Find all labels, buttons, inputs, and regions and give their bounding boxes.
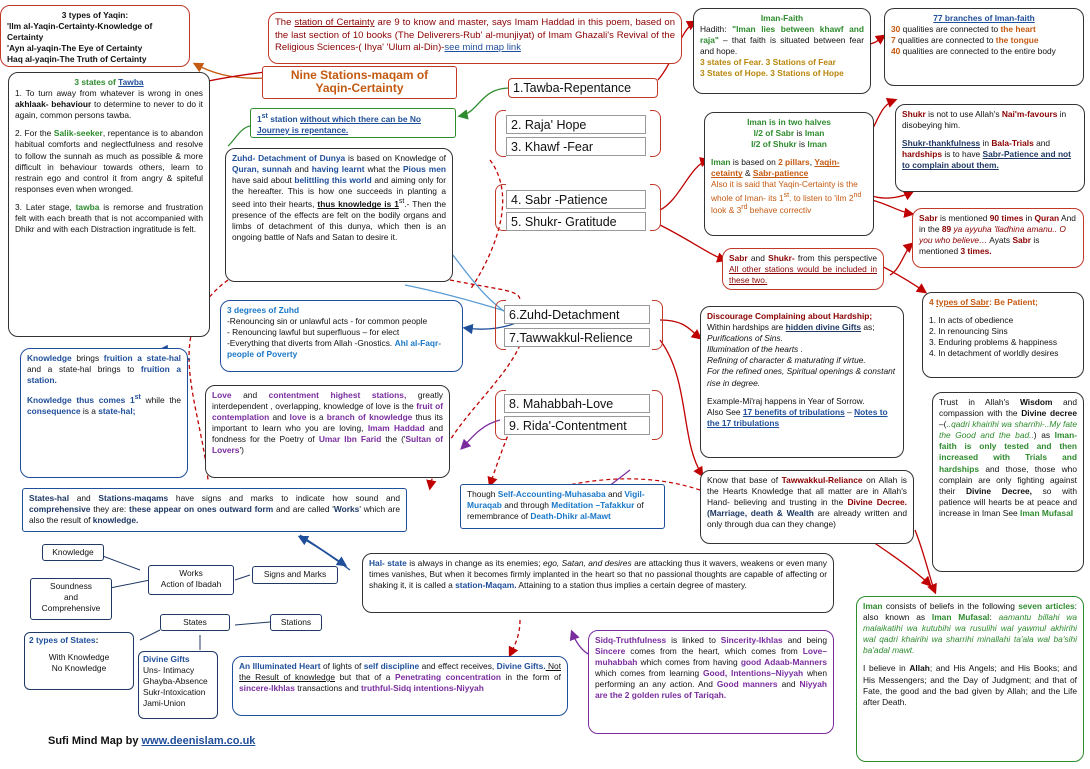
brace-left-4-5 [495,184,506,231]
intro-station-link[interactable]: station of Certainty [294,17,375,28]
sabr-type-2: 2. In renouncing Sins [929,326,1008,337]
yaqin-2-term: 'Ayn al-yaqin [7,43,59,54]
sidq-box: Sidq-Truthfulness is linked to Sincerity-Ikhlas and being Sincere comes from the heart, which comes from Love–muhabbah which comes from having good Adaab-Manners which comes from learning Good, Intentions–Niyyah when performing an any action. And Good manners and Niyyah are the 2 golden rules of Tariqah. [588,630,834,734]
tawakkul-box: Know that base of Tawwakkul-Reliance on Allah is the Hearts Knowledge that all matter are in Allah's Hand- believing and trusting in the Divine Decree. (Marriage, death & Wealth are already written and only through dua can they change) [700,470,914,544]
seven-articles-box: Iman consists of beliefs in the following seven articles: also known as Iman Mufasal: aamantu billahi wa malaikatihi wa kutubihi wa rusulihi wal yawmul akhirihi wal qadri khairihi wa sharrihi minallahi ta'ala wal ba'sihi ba'adal mawt. I believe in Allah; and His Angels; and His Books; and His Messengers; and the Day of Judgment; and that of Fate, the good and the bad given by Allah; and the Life after Death. [856,596,1084,762]
zuhd-box: Zuhd- Detachment of Dunya is based on Knowledge of Quran, sunnah and having learnt what the Pious men have said about belittling this world and aiming only for the hereafter. This is how one succeeds in planting a seed into their hearts, thus knowledge is 1st.- Then the presence of the effects are felt on the bodily organs and limbs of detachment of this dunya, which then is an ongoing battle of Nafs and Satan to desire it. [225,148,453,282]
sabr-type-3: 3. Enduring problems & happiness [929,337,1058,348]
legend-stations: Stations [270,614,322,631]
intro-text-1: The [275,17,292,28]
branches-heading[interactable]: 77 branches of Iman-faith [933,13,1035,23]
station-4-sabr[interactable]: 4. Sabr -Patience [506,190,646,209]
signs-marks-box: States-hal and Stations-maqams have signs and marks to indicate how sound and comprehensive they are: these appear on ones outward form and are called 'Works' which are also the result of knowledge. [22,488,407,532]
tawba-states-box: 3 states of Tawba 1. To turn away from whatever is wrong in ones akhlaak- behaviour to determine to never to do it again, common persons tawba. 2. For the Salik-seeker, repentance is to abandon habitual comforts and neglectfulness and resolve to follow the sunnah as much as possible & more difficult in behaviour towards others, learn to restrain ego and control it from angry & spiteful responses even when wronged. 3. Later stage, tawba is remorse and frustration felt with each breath that is not accompanied with Dhikr and with each Distraction ingratitude is felt. [8,72,210,337]
hal-state-box: Hal- state is always in change as its enemies; ego, Satan, and desires are attacking thus it wavers, weakens or even many times vanishes, But when it becomes firmly implanted in the heart so that no passional thoughts are capable of affecting or shaking it, it is called a station-Maqam. Attaining to a station thus implies a certain degree of mastery. [362,553,834,613]
station-6-zuhd[interactable]: 6.Zuhd-Detachment [504,305,650,324]
brace-left-2-3 [495,110,506,157]
sabr-quran-box: Sabr is mentioned 90 times in Quran And in the 89 ya ayyuha 'lladhina amanu.. O you who believe… Ayats Sabr is mentioned 3 times. [912,208,1084,268]
mind-map-link[interactable]: see mind map link [444,42,521,54]
title-line-1: Nine Stations-maqam of [290,68,429,82]
yaqin-1-desc: -Certainty-Knowledge of Certainty [7,21,153,43]
intro-text-2: are 9 to know and master, says Imam Haddad in this poem, based on the last section of 10 books (The Deliverers-Rub' al-munjiyat) of Imam Ghazali's Revival of the Religious Sciences-( Ihya' 'Ulum al-Din)- [275,17,675,54]
legend-states: States [160,614,230,631]
shukr-box: Shukr is not to use Allah's Nai'm-favours in disobeying him. Shukr-thankfulness in Bala-Trials and hardships is to have Sabr-Patience and not to complain about them. [895,104,1085,192]
sabr-type-1: 1. In acts of obedience [929,315,1014,326]
self-accounting-box: Though Self-Accounting-Muhasaba and Vigil-Muraqab and through Meditation –Tafakkur of remembrance of Death-Dhikr al-Mawt [460,484,665,529]
yaqin-heading: 3 types of Yaqin: [61,10,129,20]
zuhd-degrees-heading: 3 degrees of Zuhd [227,305,300,315]
legend-signs-marks: Signs and Marks [252,566,338,584]
sabr-types-box: 4 types of Sabr: Be Patient; 1. In acts of obedience 2. In renouncing Sins 3. Enduring problems & happiness 4. In detachment of worldly desires [922,292,1084,378]
legend-types-states: 2 types of States: With Knowledge No Knowledge [24,632,134,690]
title-line-2: Yaqin-Certainty [315,81,404,96]
footer-link[interactable]: www.deenislam.co.uk [141,735,256,747]
brace-right-2-3 [650,110,661,157]
footer [48,734,255,749]
yaqin-2-desc: -The Eye of Certainty [58,43,143,54]
trust-box: Trust in Allah's Wisdom and compassion with the Divine decree –(..qadri khairihi wa sharrihi-..My fate the Good and the bad..) as Iman-faith is only tested and then increased with Trials and hardships and those, those who complain are only fighting against their Divine Decree, so with patience will hearts be at peace and increase in Iman See Iman Mufasal [932,392,1084,572]
intro-box [268,12,682,64]
tawba-heading: 3 states of Tawba [74,77,144,87]
station-9-rida[interactable]: 9. Rida'-Contentment [504,416,650,435]
legend-knowledge: Knowledge [42,544,104,561]
footer-label: Sufi Mind Map by [48,735,142,747]
iman-branches-box: 77 branches of Iman-faith 30 qualities are connected to the heart 7 qualities are connected to the tongue 40 qualities are connected to the entire body [884,8,1084,86]
station-7-tawwakkul[interactable]: 7.Tawwakkul-Relience [504,328,650,347]
yaqin-types-box [0,5,190,67]
iman-faith-box: Iman-Faith Hadith: "Iman lies between khawf and raja" – that faith is situated between fear and hope. 3 states of Fear. 3 Stations of Fear 3 States of Hope. 3 Stations of Hope [693,8,871,94]
first-station-box: 1st station without which there can be No Journey is repentance. [250,108,456,138]
yaqin-1-term: 'Ilm al-Yaqin [7,21,56,32]
legend-divine-gifts: Divine Gifts Uns- Intimacy Ghayba-Absence Sukr-Intoxication Jami-Union [138,651,218,719]
love-box: Love and contentment highest stations, greatly interdependent , overlapping, knowledge of love is the fruit of contemplation and love is a branch of knowledge thus its important to learn who you are loving, Imam Haddad and fondness for the Poetry of Umar Ibn Farid the ('Sultan of Lovers') [205,385,450,478]
legend-soundness: Soundness and Comprehensive [30,578,112,620]
brace-right-6-7 [652,300,663,350]
sabr-shukr-box: Sabr and Shukr- from this perspective All other stations would be included in these two. [722,248,884,290]
station-2-raja[interactable]: 2. Raja' Hope [506,115,646,134]
legend-works: Works Action of Ibadah [148,565,234,595]
yaqin-3-desc: -The Truth of Certainty [56,54,147,65]
illuminated-heart-box: An Illuminated Heart of lights of self discipline and effect receives, Divine Gifts. Not the Result of knowledge but that of a Penetrating concentration in the form of sincere-Ikhlas transactions and truthful-Sidq intentions-Niyyah [232,656,568,716]
brace-right-4-5 [650,184,661,231]
station-3-khawf[interactable]: 3. Khawf -Fear [506,137,646,156]
sabr-type-4: 4. In detachment of worldly desires [929,348,1059,359]
yaqin-3-term: Haq al-yaqin [7,54,57,65]
nine-stations-title [262,66,457,99]
iman-faith-heading: Iman-Faith [760,13,804,23]
knowledge-fruition-box: Knowledge brings fruition a state-hal and a state-hal brings to fruition a station. Knowledge thus comes 1st while the consequence is a state-hal; [20,348,188,478]
zuhd-degrees-box: 3 degrees of Zuhd -Renouncing sin or unlawful acts - for common people - Renouncing lawful but superfluous – for elect -Everything that diverts from Allah -Gnostics. Ahl al-Faqr-people of Poverty [220,300,463,372]
hardship-box: Discourage Complaining about Hardship; Within hardships are hidden divine Gifts as; Purifications of Sins. Illumination of the hearts . Refining of character & maturating if virtue. For the refined ones, Spiritual openings & constant rise in degree. Example-Mi'raj happens in Year of Sorrow. Also See 17 benefits of tribulations – Notes to the 17 tribulations [700,306,904,458]
station-8-mahabbah[interactable]: 8. Mahabbah-Love [504,394,650,413]
station-1-tawba[interactable]: 1.Tawba-Repentance [508,78,658,98]
iman-halves-box: Iman is in two halves I/2 of Sabr is Iman I/2 of Shukr is Iman Iman is based on 2 pillars, Yaqin-cetainty & Sabr-patience Also it is said that Yaqin-Certainty is the whole of Iman- its 1st. to listen to 'ilm 2nd look & 3rd behave correctiv [704,112,874,236]
brace-right-8-9 [652,390,663,440]
station-5-shukr[interactable]: 5. Shukr- Gratitude [506,212,646,231]
